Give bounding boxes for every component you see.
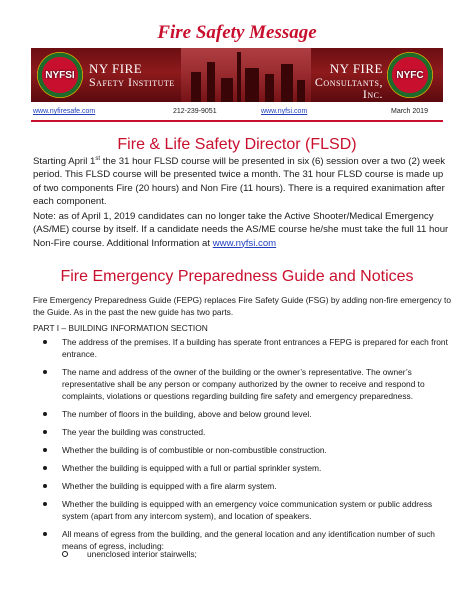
fepg-intro: Fire Emergency Preparedness Guide (FEPG) replaces Fire Safety Guide (FSG) by adding non-fire emergency to the Guide. As in the past the new guide has two parts. bbox=[33, 295, 451, 317]
bullet-icon bbox=[43, 412, 47, 416]
website-link-nyfiresafe[interactable]: www.nyfiresafe.com bbox=[33, 108, 96, 115]
nyfc-name: NY FIRE Consultants, Inc. bbox=[314, 61, 383, 102]
flsd-paragraph: Starting April 1st the 31 hour FLSD course will be presented in six (6) session over a two (2) week period. This FLSD course will be presented twice a month. The 31 hour FLSD course is made up of two components Fire (20 hours) and Non Fire (11 hours). There is a required exanimation after each component. bbox=[33, 155, 446, 207]
list-item: All means of egress from the building, and the general location and any identification number of such means of egress, including: bbox=[33, 528, 453, 552]
divider-rule bbox=[31, 120, 443, 122]
list-item: The year the building was constructed. bbox=[33, 426, 453, 438]
flsd-note-paragraph: Note: as of April 1, 2019 candidates can no longer take the Active Shooter/Medical Emergency (AS/ME) course by itself. If a candidate needs the AS/ME course he/she must take the full 11 hour Non-Fire course. Additional Information at www.nyfsi.com bbox=[33, 211, 449, 249]
part-one-heading: PART I – BUILDING INFORMATION SECTION bbox=[33, 323, 208, 333]
list-item: The address of the premises. If a building has sperate front entrances a FEPG is prepared for each front entrance. bbox=[33, 336, 453, 360]
phone-number: 212-239-9051 bbox=[173, 108, 217, 115]
header-banner bbox=[31, 48, 443, 102]
newsletter-title: Fire Safety Message bbox=[157, 22, 317, 43]
list-item: Whether the building is equipped with an emergency voice communication system or public address system (apart from any intercom system), and location of speakers. bbox=[33, 498, 453, 522]
website-link-nyfsi[interactable]: www.nyfsi.com bbox=[261, 108, 308, 115]
bullet-icon bbox=[43, 484, 47, 488]
bullet-icon bbox=[43, 502, 47, 506]
bullet-icon bbox=[43, 448, 47, 452]
flsd-heading: Fire & Life Safety Director (FLSD) bbox=[117, 136, 357, 153]
fepg-heading: Fire Emergency Preparedness Guide and Notices bbox=[60, 268, 414, 285]
bullet-icon bbox=[43, 370, 47, 374]
list-item: The name and address of the owner of the building or the owner’s representative. The owner’s representative shall be any person or company authorized by the owner to receive and respond to complaints, violations or questions regarding building fire safety and emergency preparedness. bbox=[33, 366, 453, 402]
document-page: Fire Safety Message NYFSI NY FIRE Safety Institute NY FIRE Consultants, Inc. NYFC www.nyfiresafe.com 212-239-9051 www.nyfsi.com March 2019 Fire & Life Safety Director (FLSD) Starting April 1st the 31 hour FLSD course will be presented in six (6) session over a two (2) week period. This FLSD course will be presented twice a month. The 31 hour FLSD course is made up of two components Fire (20 hours) and Non Fire (11 hours). There is a required exanimation after each component. Note: as of April 1, 2019 candidates can no longer take the Active Shooter/Medical Emergency (AS/ME) course by itself. If a candidate needs the AS/ME course he/she must take the full 11 hour Non-Fire course. Additional Information at www.nyfsi.com Fire Emergency Preparedness Guide and Notices Fire Emergency Preparedness Guide (FEPG) replaces Fire Safety Guide (FSG) by adding non-fire emergency to the Guide. As in the past the new guide has two parts. PART I – BUILDING INFORMATION SECTION The address of the premises. If a building has sperate front entrances a FEPG is prepared for each front entrance. The name and address of the owner of the building or the owner’s representative. The owner’s representative shall be any person or company authorized by the owner to receive and respond to complaints, violations or questions regarding building fire safety and emergency preparedness. The number of floors in the building, above and below ground level. The year the building was constructed. Whether the building is of combustible or non-combustible construction. Whether the building is equipped with a full or partial sprinkler system. Whether the building is equipped with a fire alarm system. Whether the building is equipped with an emergency voice communication system or public address system (apart from any intercom system), and location of speakers. All means of egress from the building, and the general location and any identification number of such means of egress, including: unenclosed interior stairwells; bbox=[0, 0, 474, 613]
nyfc-seal-logo: NYFC bbox=[387, 52, 433, 98]
bullet-icon bbox=[43, 466, 47, 470]
building-info-list bbox=[33, 336, 453, 558]
bullet-icon bbox=[43, 340, 47, 344]
list-item: The number of floors in the building, above and below ground level. bbox=[33, 408, 453, 420]
list-item: Whether the building is equipped with a full or partial sprinkler system. bbox=[33, 462, 453, 474]
nyfsi-link[interactable]: www.nyfsi.com bbox=[212, 237, 277, 249]
nyfsi-seal-logo: NYFSI bbox=[37, 52, 83, 98]
contact-bar bbox=[31, 106, 443, 120]
nyfsi-name: NY FIRE Safety Institute bbox=[89, 61, 175, 89]
bullet-icon bbox=[43, 430, 47, 434]
list-item: Whether the building is equipped with a fire alarm system. bbox=[33, 480, 453, 492]
sub-bullet-icon bbox=[62, 551, 68, 557]
bullet-icon bbox=[43, 532, 47, 536]
issue-date: March 2019 bbox=[391, 108, 428, 115]
list-item: Whether the building is of combustible or non-combustible construction. bbox=[33, 444, 453, 456]
